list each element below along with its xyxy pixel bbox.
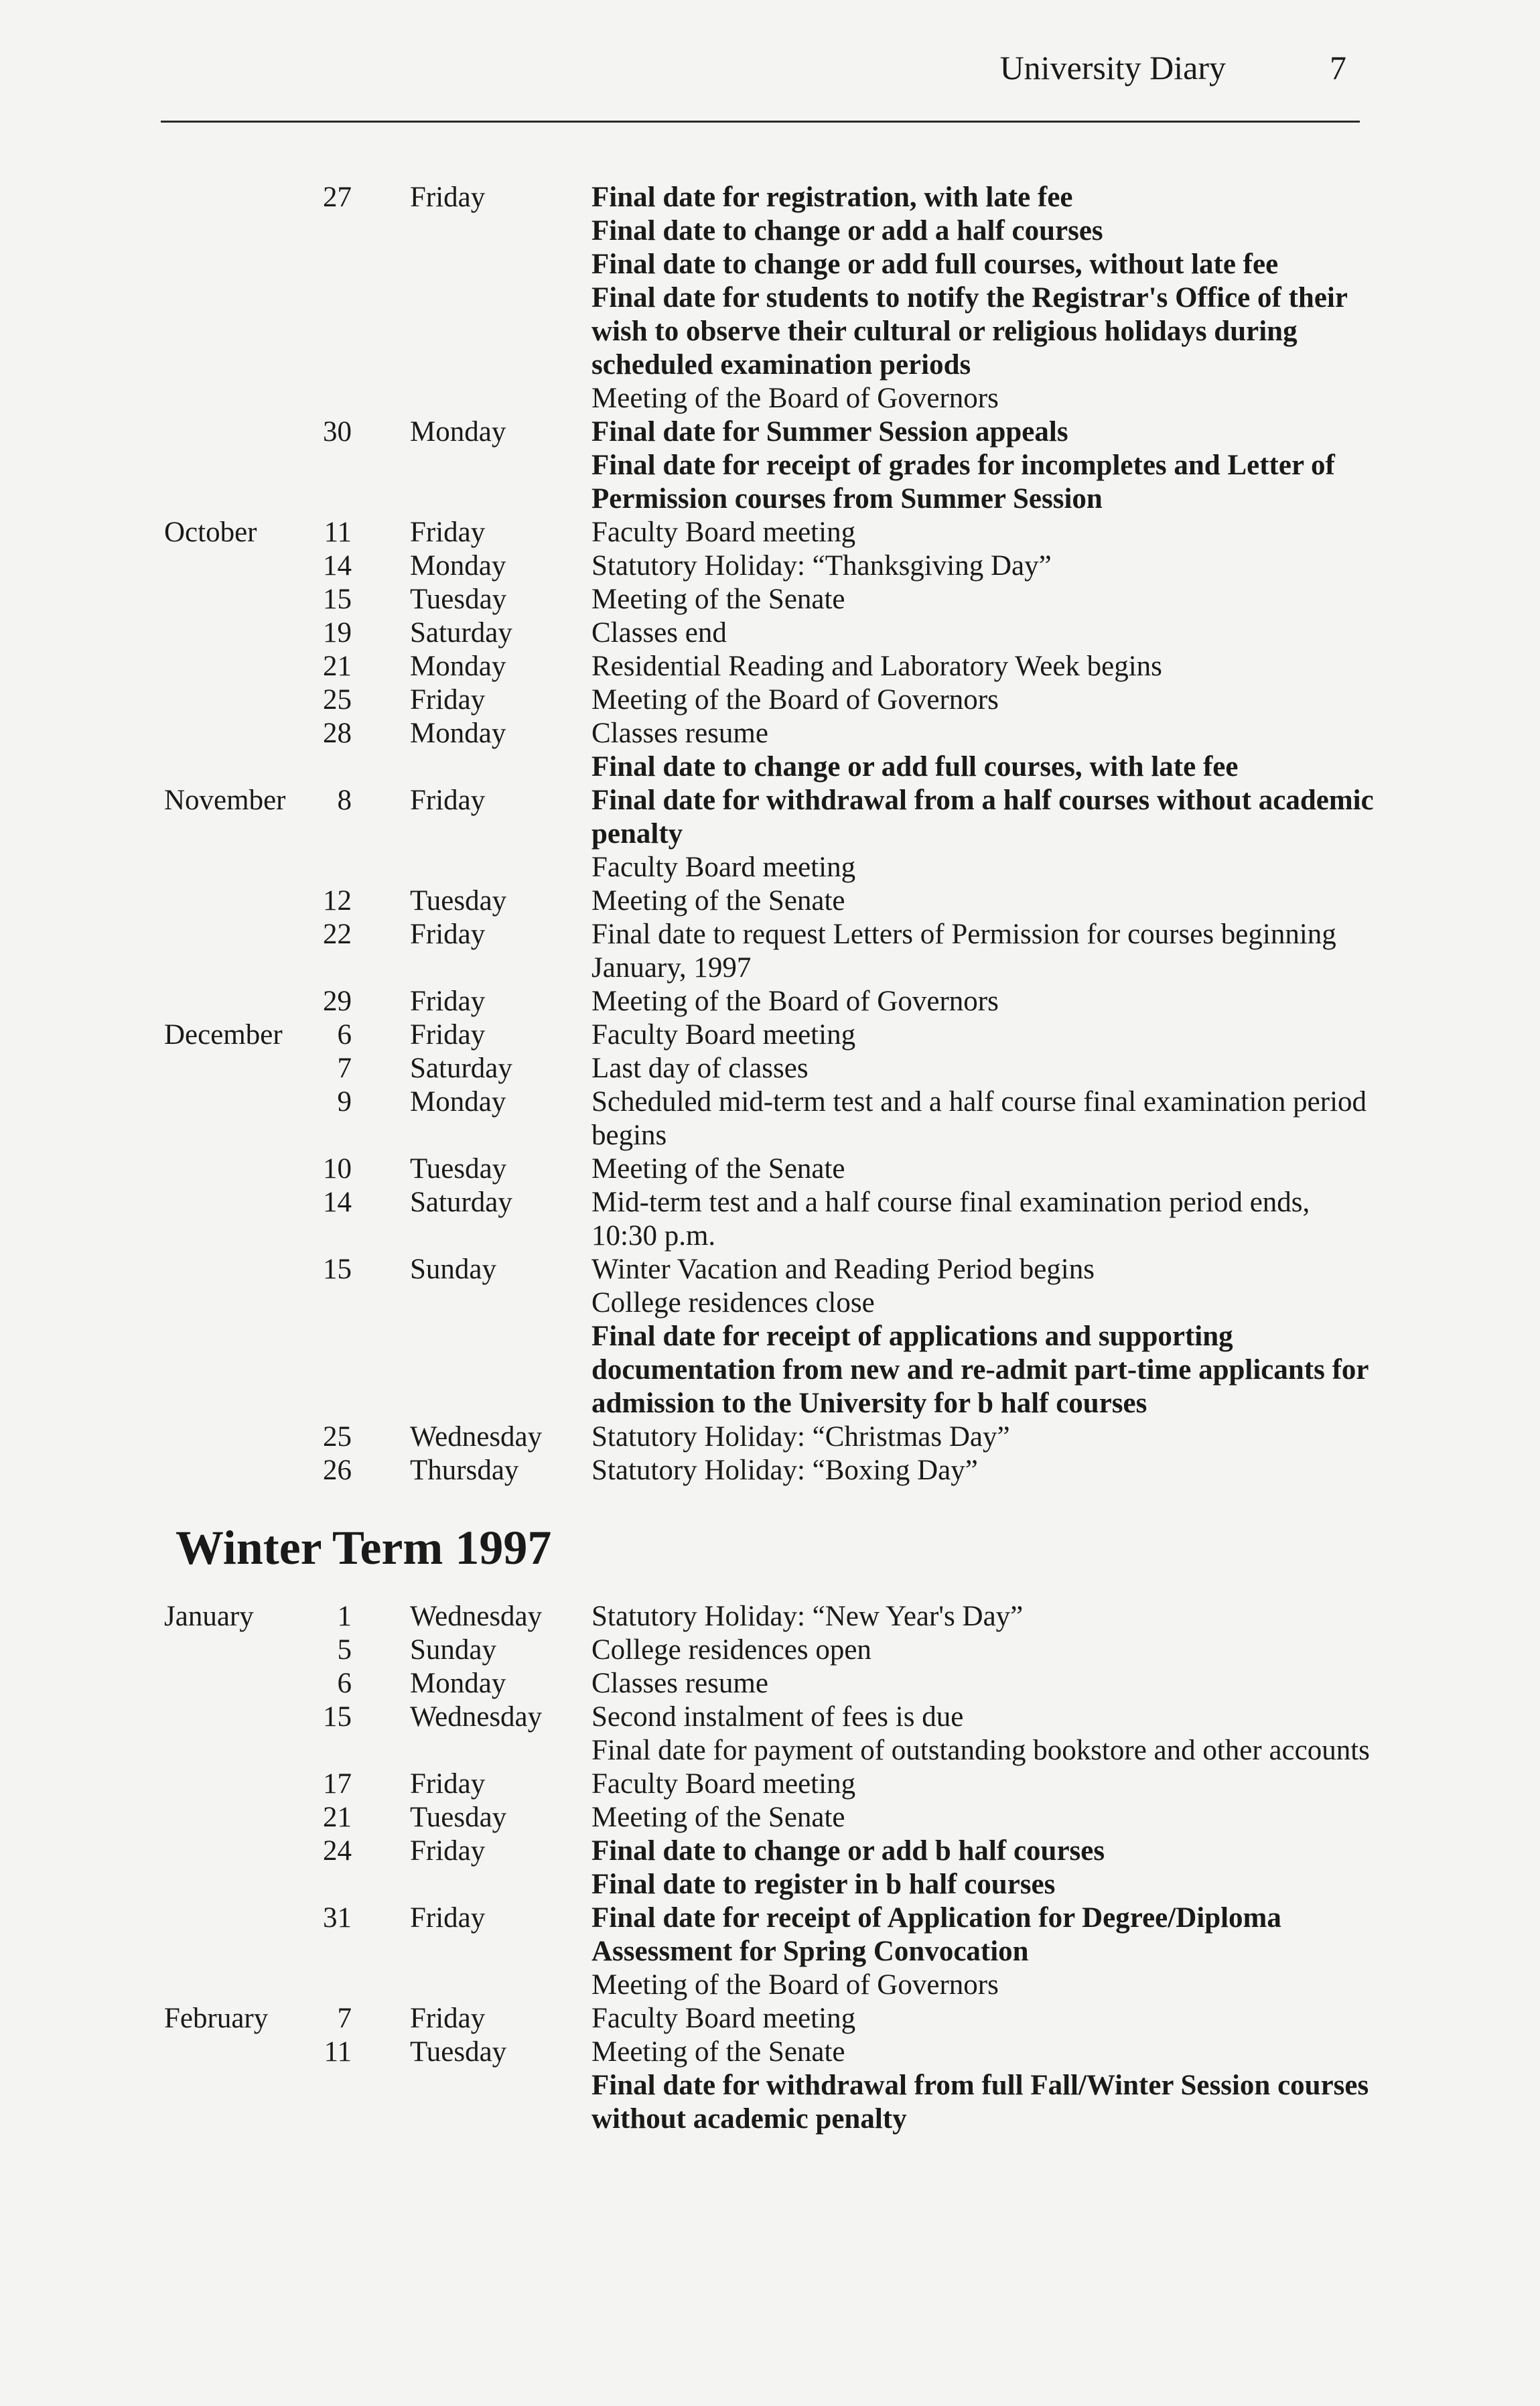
event-text: Meeting of the Board of Governors [591,383,999,414]
month-label: January [164,1601,254,1632]
event-text: Final date to change or add b half courses [591,1835,1105,1867]
weekday-label: Friday [410,2003,486,2034]
diary-row [0,1454,1540,1487]
event-text: Final date for receipt of grades for incompletes and Letter of Permission courses from Summer Session [591,450,1335,515]
event-text: Final date for withdrawal from a half courses without academic penalty [591,785,1374,850]
diary-row [0,1052,1540,1085]
diary-row [0,1667,1540,1700]
running-title: University Diary [999,49,1226,86]
diary-row [0,650,1540,683]
day-number: 22 [323,919,352,950]
event-list [591,717,1375,784]
weekday-label: Sunday [410,1254,496,1285]
event-list [591,1186,1375,1253]
day-number: 15 [323,1701,352,1733]
day-number: 7 [337,2003,352,2034]
event-list [591,2002,1375,2035]
day-number: 11 [324,2036,352,2068]
weekday-label: Tuesday [410,584,507,615]
day-number: 11 [324,517,352,548]
diary-row [0,1834,1540,1901]
event-text: Classes end [591,617,727,649]
event-text: Final date for students to notify the Registrar's Office of their wish to observe their cultural or religious holidays during scheduled examination periods [591,282,1348,381]
event-list [591,1454,1375,1487]
event-text: Meeting of the Senate [591,584,845,615]
event-list [591,985,1375,1018]
event-list [591,1085,1375,1152]
event-list [591,2035,1375,2136]
event-text: Statutory Holiday: “Christmas Day” [591,1421,1010,1453]
diary-row [0,1767,1540,1801]
event-text: Final date for receipt of Application for Degree/Diploma Assessment for Spring Convocation [591,1902,1281,1967]
event-list [591,884,1375,918]
event-text: Faculty Board meeting [591,517,856,548]
event-text: Last day of classes [591,1053,809,1084]
diary-row [0,1152,1540,1186]
event-list [591,1052,1375,1085]
event-list [591,549,1375,583]
diary-row [0,784,1540,884]
event-text: Meeting of the Senate [591,2036,845,2068]
day-number: 14 [323,1187,352,1218]
weekday-label: Friday [410,1768,486,1800]
day-number: 29 [323,986,352,1017]
winter-term-heading: Winter Term 1997 [176,1521,552,1575]
event-text: Statutory Holiday: “Thanksgiving Day” [591,550,1052,582]
day-number: 26 [323,1455,352,1486]
event-text: Final date to register in b half courses [591,1869,1056,1900]
event-text: Mid-term test and a half course final examination period ends, 10:30 p.m. [591,1187,1310,1252]
day-number: 8 [337,785,352,816]
day-number: 31 [323,1902,352,1934]
event-list [591,1834,1375,1901]
diary-row [0,683,1540,717]
event-text: Final date for registration, with late fee [591,182,1073,213]
event-text: Faculty Board meeting [591,2003,856,2034]
month-label: October [164,517,257,548]
weekday-label: Friday [410,1902,486,1934]
weekday-label: Saturday [410,617,512,649]
weekday-label: Friday [410,517,486,548]
event-text: Meeting of the Senate [591,1802,845,1833]
event-list [591,1600,1375,1633]
event-list [591,616,1375,650]
event-text: Classes resume [591,718,768,749]
day-number: 15 [323,584,352,615]
weekday-label: Friday [410,1835,486,1867]
diary-row [0,717,1540,784]
weekday-label: Tuesday [410,1802,507,1833]
day-number: 25 [323,1421,352,1453]
day-number: 19 [323,617,352,649]
diary-row [0,1901,1540,2002]
month-label: November [164,785,286,816]
month-label: February [164,2003,269,2034]
event-list [591,583,1375,616]
diary-row [0,1600,1540,1633]
day-number: 1 [337,1601,352,1632]
winter-term-list [0,1600,1540,2136]
day-number: 17 [323,1768,352,1800]
event-text: Faculty Board meeting [591,1768,856,1800]
diary-row [0,2035,1540,2136]
diary-row [0,985,1540,1018]
day-number: 5 [337,1634,352,1666]
weekday-label: Monday [410,651,506,682]
event-text: Classes resume [591,1668,768,1699]
day-number: 25 [323,684,352,716]
diary-row [0,1018,1540,1052]
event-text: Meeting of the Board of Governors [591,684,999,716]
event-text: Final date for payment of outstanding bookstore and other accounts [591,1735,1370,1766]
weekday-label: Friday [410,684,486,716]
weekday-label: Saturday [410,1053,512,1084]
diary-row [0,884,1540,918]
weekday-label: Monday [410,718,506,749]
event-list [591,1253,1375,1420]
diary-row [0,1253,1540,1420]
diary-row [0,1700,1540,1767]
month-label: December [164,1019,283,1051]
weekday-label: Saturday [410,1187,512,1218]
event-list [591,784,1375,884]
diary-row [0,583,1540,616]
day-number: 12 [323,885,352,917]
event-list [591,650,1375,683]
day-number: 30 [323,416,352,448]
weekday-label: Tuesday [410,2036,507,2068]
event-list [591,918,1375,985]
diary-row [0,415,1540,516]
event-text: Final date to change or add full courses, without late fee [591,249,1279,280]
weekday-label: Wednesday [410,1601,543,1632]
diary-row [0,1633,1540,1667]
event-list [591,1801,1375,1834]
weekday-label: Monday [410,1086,506,1118]
event-list [591,1633,1375,1667]
weekday-label: Friday [410,785,486,816]
event-text: College residences close [591,1287,875,1319]
day-number: 21 [323,1802,352,1833]
event-text: Faculty Board meeting [591,852,856,883]
day-number: 6 [337,1019,352,1051]
day-number: 27 [323,182,352,213]
diary-row [0,181,1540,415]
weekday-label: Monday [410,1668,506,1699]
day-number: 28 [323,718,352,749]
weekday-label: Friday [410,1019,486,1051]
weekday-label: Friday [410,919,486,950]
event-list [591,1420,1375,1454]
event-list [591,1767,1375,1801]
day-number: 14 [323,550,352,582]
event-list [591,1152,1375,1186]
event-text: Second instalment of fees is due [591,1701,964,1733]
day-number: 21 [323,651,352,682]
event-text: Faculty Board meeting [591,1019,856,1051]
event-text: College residences open [591,1634,871,1666]
diary-row [0,516,1540,549]
event-text: Final date for withdrawal from full Fall/Winter Session courses without academic penalty [591,2070,1369,2135]
event-list [591,1700,1375,1767]
diary-row [0,1085,1540,1152]
event-text: Meeting of the Senate [591,1153,845,1185]
event-text: Meeting of the Senate [591,885,845,917]
diary-row [0,549,1540,583]
event-list [591,1018,1375,1052]
event-list [591,1667,1375,1700]
weekday-label: Monday [410,416,506,448]
event-text: Final date to request Letters of Permission for courses beginning January, 1997 [591,919,1336,984]
event-text: Scheduled mid-term test and a half course final examination period begins [591,1086,1367,1151]
day-number: 10 [323,1153,352,1185]
diary-row [0,2002,1540,2035]
diary-row [0,1420,1540,1454]
day-number: 9 [337,1086,352,1118]
page-number: 7 [1330,49,1346,86]
day-number: 6 [337,1668,352,1699]
diary-row [0,1186,1540,1253]
weekday-label: Monday [410,550,506,582]
event-text: Final date to change or add a half courses [591,215,1103,247]
day-number: 7 [337,1053,352,1084]
event-text: Winter Vacation and Reading Period begins [591,1254,1095,1285]
weekday-label: Wednesday [410,1421,543,1453]
event-list [591,415,1375,516]
event-list [591,683,1375,717]
event-text: Final date for Summer Session appeals [591,416,1068,448]
event-text: Final date for receipt of applications and supporting documentation from new and re-admit part-time applicants for admission to the University for b half courses [591,1321,1369,1419]
diary-row [0,616,1540,650]
weekday-label: Sunday [410,1634,496,1666]
diary-entries [0,181,1540,2136]
event-text: Residential Reading and Laboratory Week begins [591,651,1162,682]
weekday-label: Friday [410,182,486,213]
event-text: Statutory Holiday: “New Year's Day” [591,1601,1024,1632]
diary-row [0,1801,1540,1834]
weekday-label: Thursday [410,1455,519,1486]
event-text: Meeting of the Board of Governors [591,1969,999,2001]
weekday-label: Tuesday [410,885,507,917]
event-text: Meeting of the Board of Governors [591,986,999,1017]
page-header [161,40,1360,123]
day-number: 24 [323,1835,352,1867]
weekday-label: Wednesday [410,1701,543,1733]
weekday-label: Friday [410,986,486,1017]
fall-term-list [0,181,1540,1487]
event-text: Statutory Holiday: “Boxing Day” [591,1455,978,1486]
weekday-label: Tuesday [410,1153,507,1185]
event-text: Final date to change or add full courses, with late fee [591,751,1239,783]
event-list [591,1901,1375,2002]
event-list [591,516,1375,549]
diary-row [0,918,1540,985]
event-list [591,181,1375,415]
day-number: 15 [323,1254,352,1285]
